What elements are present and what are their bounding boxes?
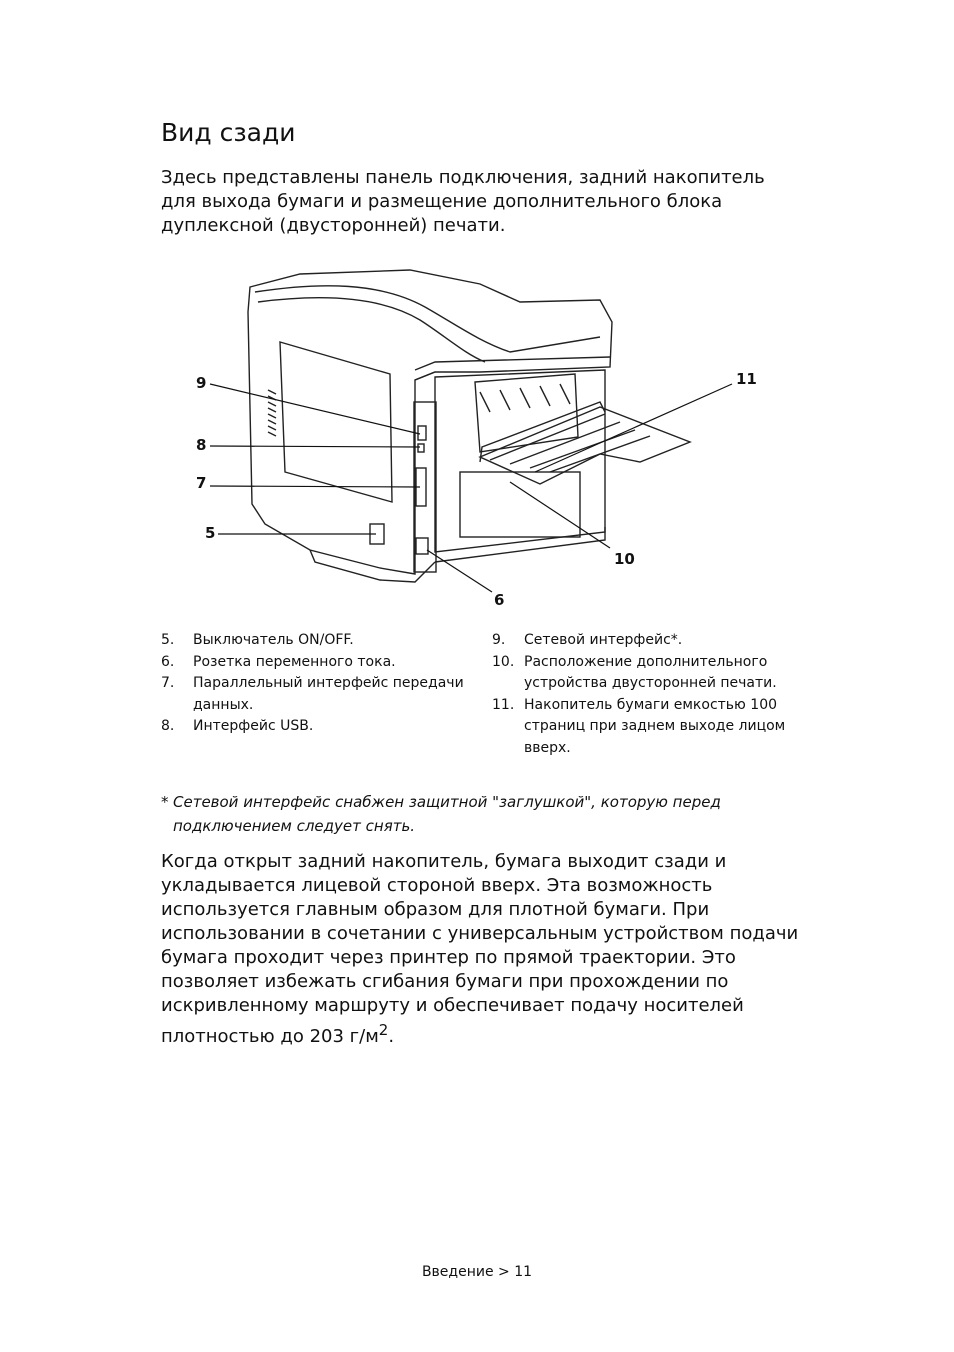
legend-num: 9.	[492, 632, 506, 648]
legend-left	[161, 630, 471, 738]
footnote-text-1: Сетевой интерфейс снабжен защитной "заглушкой", которую перед	[173, 793, 721, 811]
leader-8	[210, 446, 420, 447]
legend-text: Розетка переменного тока.	[193, 653, 396, 670]
callout-9: 9	[196, 374, 207, 392]
printer-body-outline	[248, 270, 612, 574]
legend-text: Расположение дополнительного устройства двусторонней печати.	[524, 653, 777, 691]
legend-text: Накопитель бумаги емкостью 100 страниц при заднем выходе лицом вверх.	[524, 696, 786, 756]
printer-rear-figure	[180, 262, 757, 612]
top-cover	[255, 286, 600, 352]
callout-7: 7	[196, 474, 207, 492]
callout-8: 8	[196, 436, 207, 454]
footnote-star: *	[161, 793, 169, 811]
legend-right	[492, 630, 812, 759]
legend-item-8	[161, 716, 471, 738]
body-text: Когда открыт задний накопитель, бумага выходит сзади и укладывается лицевой стороной вверх. Эта возможность используется главным образом для плотной бумаги. При использовании в сочетании с универсальным устройством подачи бумага проходит через принтер по прямой траектории. Это позволяет избежать сгибания бумаги при прохождении по искривленному маршруту и обеспечивает подачу носителей плотностью до 203 г/м	[161, 851, 799, 1047]
network-port	[418, 426, 426, 440]
legend-text: Сетевой интерфейс*.	[524, 632, 683, 648]
leader-9	[210, 384, 420, 434]
legend-num: 6.	[161, 653, 175, 670]
footnote-text-2: подключением следует снять.	[173, 817, 416, 835]
footnote	[161, 790, 801, 838]
side-panel	[280, 342, 392, 502]
legend-item-9	[492, 630, 812, 652]
leader-11	[535, 384, 732, 472]
callout-5: 5	[205, 524, 216, 542]
page-footer: Введение > 11	[421, 1264, 533, 1280]
leader-10	[510, 482, 610, 548]
legend-num: 8.	[161, 718, 175, 734]
footnote-line-1	[161, 790, 801, 814]
legend-text: Параллельный интерфейс передачи данных.	[193, 675, 464, 713]
body-end: .	[388, 1026, 395, 1047]
body-paragraph	[161, 850, 831, 1049]
legend-num: 7.	[161, 675, 175, 691]
side-vent	[268, 390, 276, 436]
legend-text: Интерфейс USB.	[193, 718, 314, 734]
page-title: Вид сзади	[161, 118, 296, 147]
callout-10: 10	[614, 550, 635, 568]
callout-6: 6	[494, 591, 505, 609]
legend-num: 11.	[492, 696, 515, 713]
legend-item-10	[492, 652, 812, 695]
ac-socket	[416, 538, 428, 554]
intro-paragraph: Здесь представлены панель подключения, задний накопитель для выхода бумаги и размещение дополнительного блока дуплексной (двусторонней) печати.	[161, 167, 765, 236]
legend-text: Выключатель ON/OFF.	[193, 632, 354, 648]
leader-7	[210, 486, 420, 487]
legend-item-7	[161, 673, 471, 716]
body-superscript: 2	[378, 1021, 389, 1039]
printer-illustration	[180, 262, 757, 612]
legend-num: 5.	[161, 632, 175, 648]
legend-num: 10.	[492, 653, 515, 670]
callout-11: 11	[736, 370, 757, 388]
legend-item-5	[161, 630, 471, 652]
legend-item-6	[161, 652, 471, 674]
usb-port	[418, 444, 424, 452]
rear-output-tray	[480, 402, 690, 484]
legend-item-11	[492, 695, 812, 760]
duplex-location	[460, 472, 580, 537]
rear-exit	[475, 374, 578, 452]
